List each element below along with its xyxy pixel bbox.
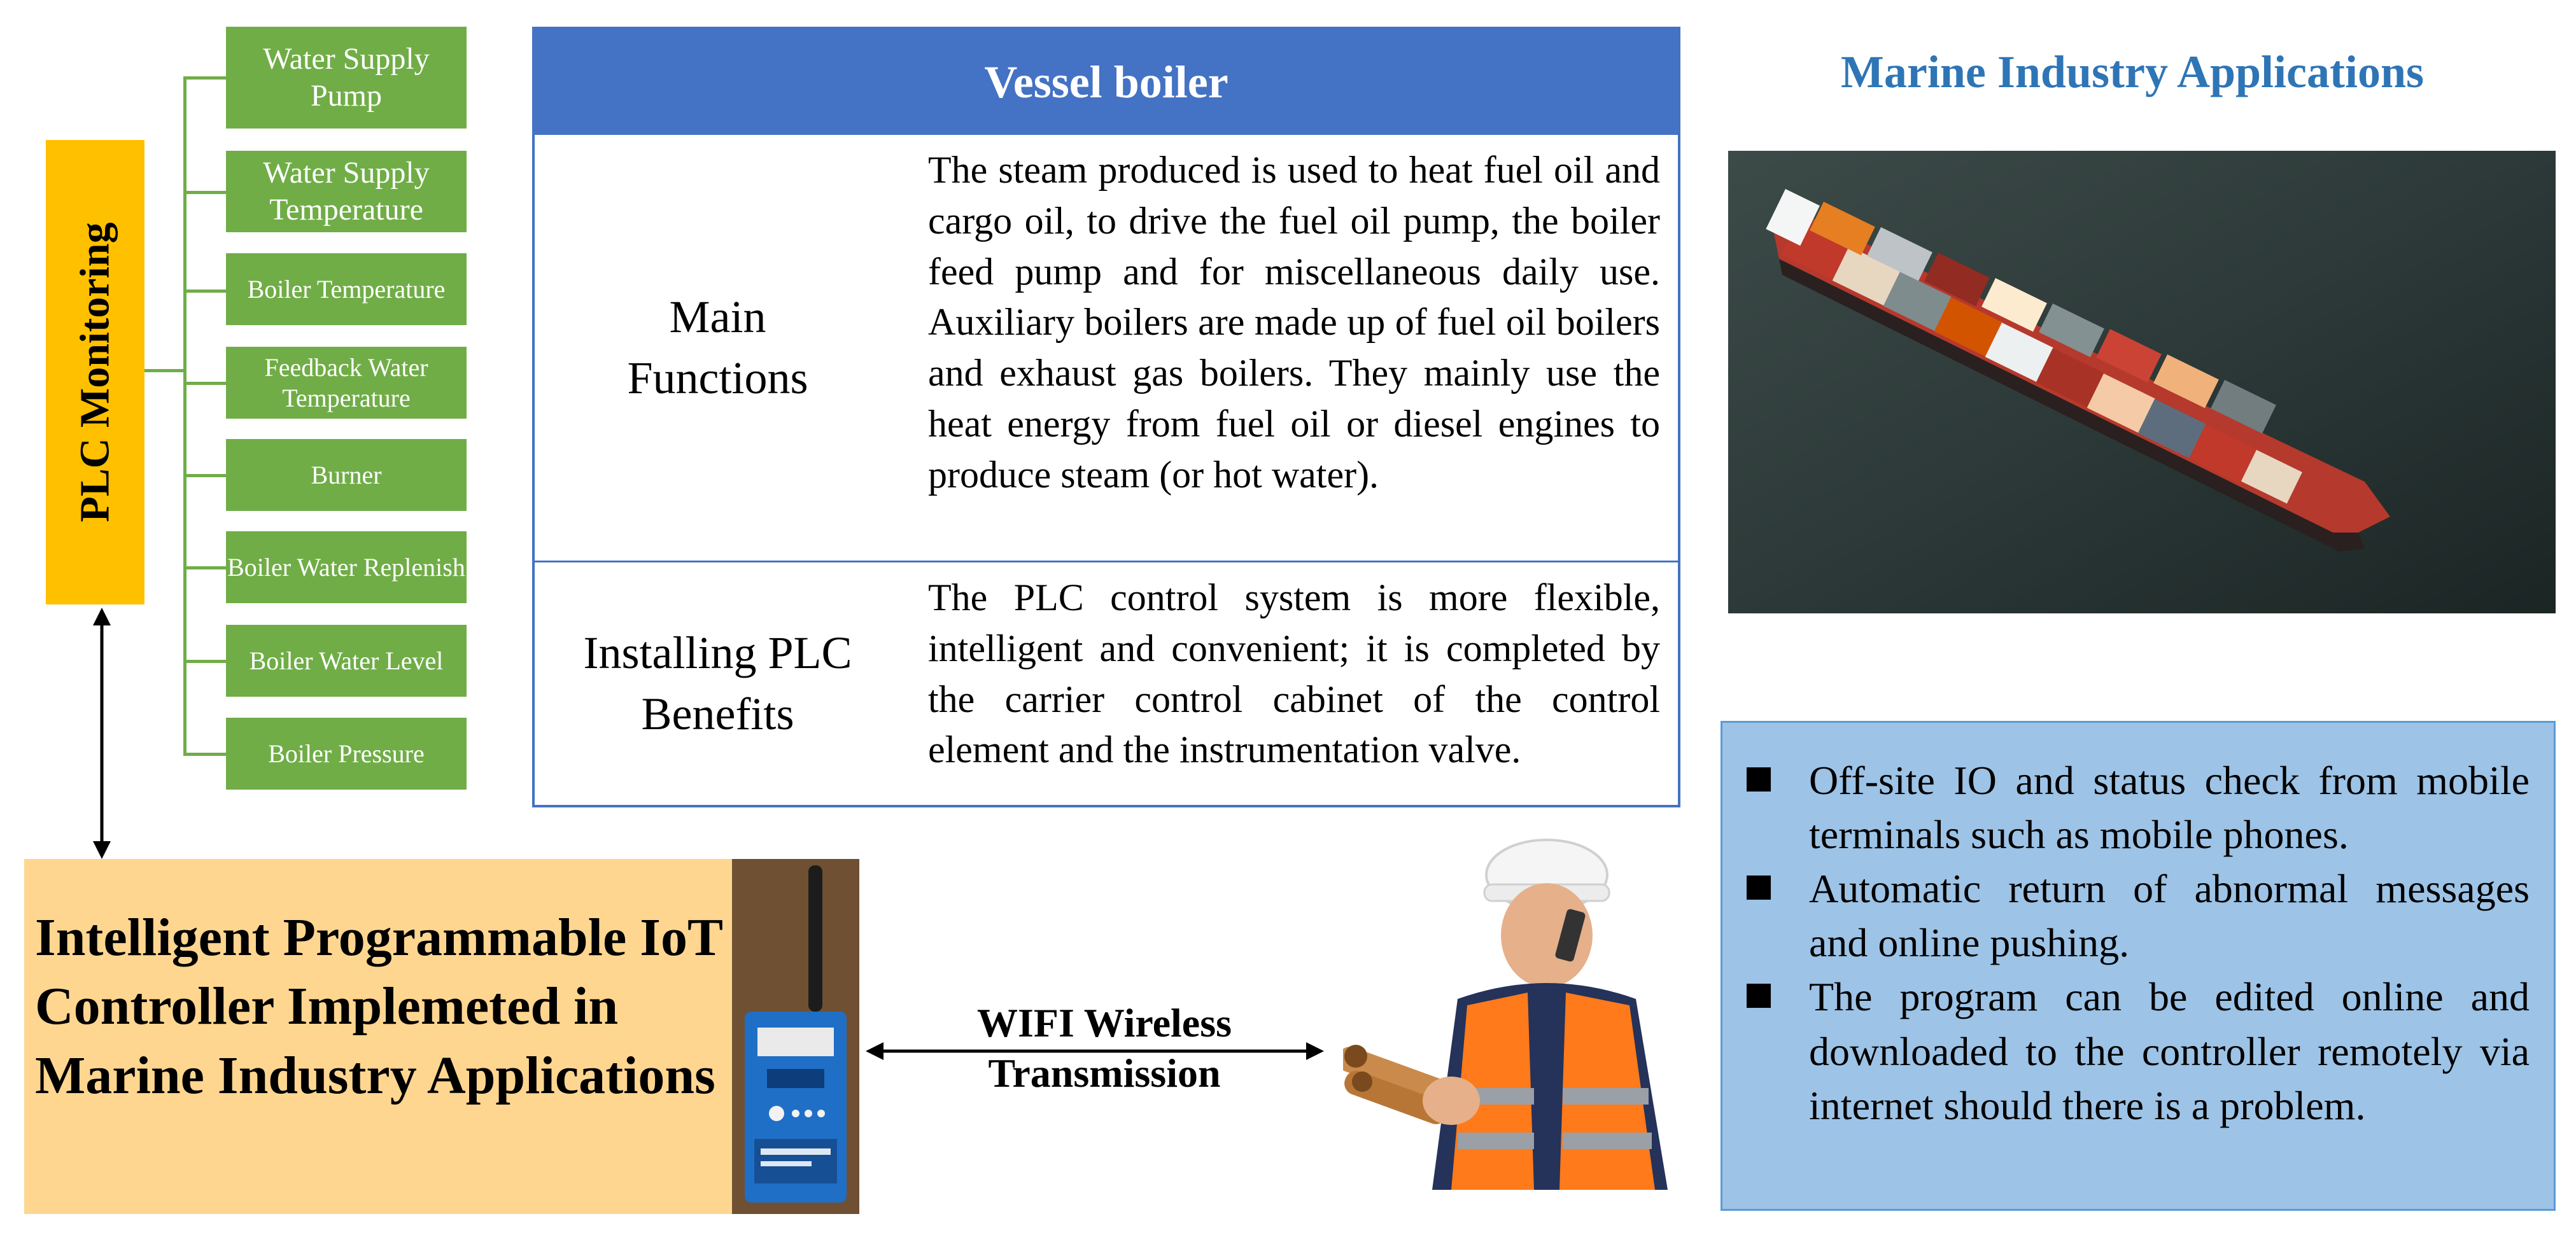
container-ship-image bbox=[1728, 151, 2556, 613]
signal-boiler-water-level: Boiler Water Level bbox=[226, 625, 467, 697]
benefit-item bbox=[1747, 753, 2530, 862]
square-bullet-icon bbox=[1747, 767, 1771, 792]
wifi-label-line2: Transmission bbox=[988, 1050, 1221, 1096]
connector-branch bbox=[183, 566, 226, 569]
row-text-main-functions: The steam produced is used to heat fuel oil and cargo oil, to drive the fuel oil pump, the boiler feed pump and for miscellaneous daily use. Auxiliary boilers are made up of fuel oil boilers and exhaust gas boilers. They mainly use the heat energy from fuel oil or diesel engines to produce steam (or hot water). bbox=[928, 149, 1660, 496]
signal-boiler-temperature: Boiler Temperature bbox=[226, 253, 467, 325]
square-bullet-icon bbox=[1747, 984, 1771, 1008]
benefits-box bbox=[1721, 721, 2556, 1211]
connector-branch bbox=[183, 660, 226, 663]
connector-branch bbox=[183, 753, 226, 756]
signal-boiler-pressure: Boiler Pressure bbox=[226, 718, 467, 790]
signal-water-supply-pump: Water Supply Pump bbox=[226, 27, 467, 129]
worker-on-phone-image bbox=[1343, 834, 1687, 1190]
plc-monitoring-bar bbox=[46, 140, 144, 604]
plc-monitoring-label: PLC Monitoring bbox=[71, 222, 118, 522]
connector-branch bbox=[183, 382, 226, 385]
connector-branch bbox=[183, 76, 226, 80]
controller-title: Intelligent Programmable IoT Controller Implemeted in Marine Industry Applications bbox=[35, 908, 722, 1105]
plc-connector-stem bbox=[144, 369, 185, 372]
row-label-text: Main Functions bbox=[627, 291, 808, 403]
row-text-installing-plc: The PLC control system is more flexible, intelligent and convenient; it is completed by the carrier control cabinet of the control element and the instrumentation valve. bbox=[928, 576, 1660, 771]
antenna-icon bbox=[808, 865, 822, 1012]
wifi-label-line1: WIFI Wireless bbox=[976, 1000, 1232, 1045]
connector-branch bbox=[183, 191, 226, 194]
square-bullet-icon bbox=[1747, 876, 1771, 900]
signal-burner: Burner bbox=[226, 439, 467, 511]
benefit-text: Off-site IO and status check from mobile terminals such as mobile phones. bbox=[1809, 758, 2530, 858]
row-label-main-functions bbox=[535, 135, 901, 561]
benefit-item bbox=[1747, 970, 2530, 1132]
benefit-text: Automatic return of abnormal messages and online pushing. bbox=[1809, 866, 2530, 966]
connector-branch bbox=[183, 290, 226, 293]
signal-water-supply-temperature: Water Supply Temperature bbox=[226, 151, 467, 232]
vertical-double-arrow bbox=[83, 608, 121, 859]
benefit-item bbox=[1747, 862, 2530, 970]
row-label-text: Installing PLC Benefits bbox=[583, 627, 852, 739]
vessel-boiler-table bbox=[532, 27, 1680, 807]
table-title: Vessel boiler bbox=[535, 29, 1678, 135]
plc-connector-trunk bbox=[183, 76, 187, 755]
signal-feedback-water-temperature: Feedback Water Temperature bbox=[226, 347, 467, 419]
connector-branch bbox=[183, 474, 226, 477]
signal-boiler-water-replenish: Boiler Water Replenish bbox=[226, 531, 467, 603]
iot-controller-image bbox=[732, 859, 859, 1214]
row-label-installing-plc bbox=[535, 562, 901, 805]
benefit-text: The program can be edited online and downloaded to the controller remotely via internet should there is a problem. bbox=[1809, 974, 2530, 1128]
marine-title: Marine Industry Applications bbox=[1840, 46, 2425, 97]
